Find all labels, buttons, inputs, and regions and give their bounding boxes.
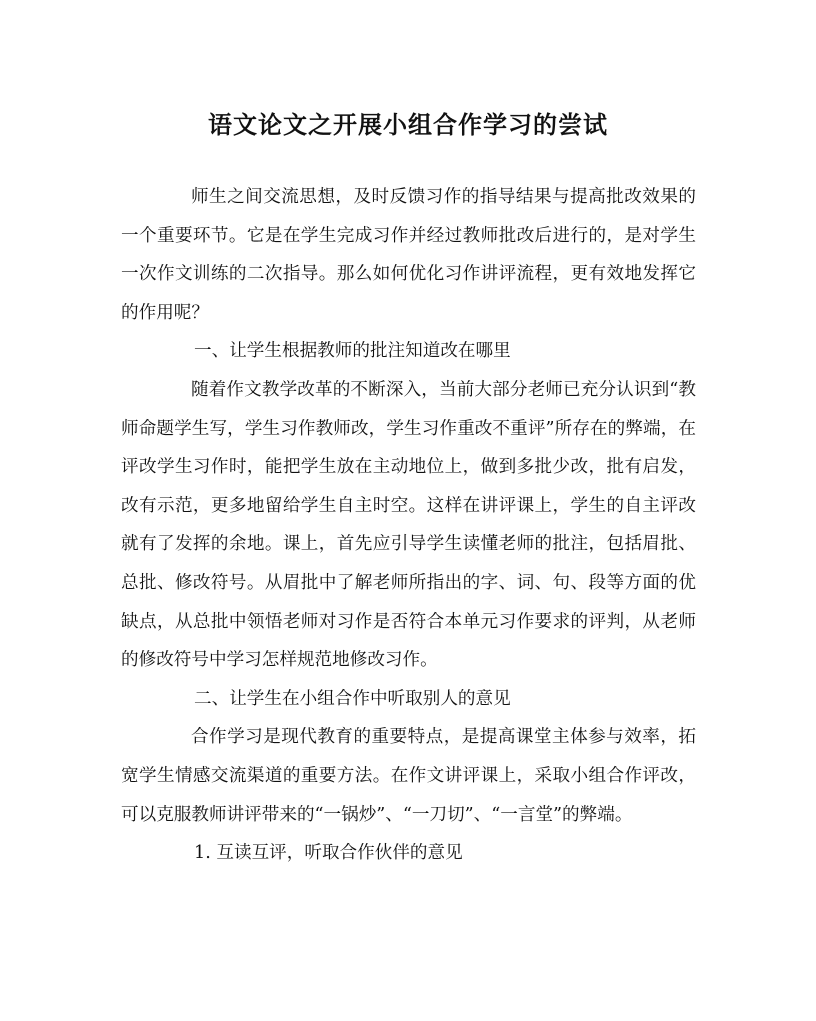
intro-paragraph: 师生之间交流思想，及时反馈习作的指导结果与提高批改效果的一个重要环节。它是在学生完成习作并经过教师批改后进行的，是对学生一次作文训练的二次指导。那么如何优化习作讲评流程，更有效地发挥它的作用呢？	[121, 187, 696, 323]
document-title: 语文论文之开展小组合作学习的尝试	[208, 110, 608, 139]
section-heading-1: 一、让学生根据教师的批注知道改在哪里	[194, 341, 511, 362]
section-heading-2: 二、让学生在小组合作中听取别人的意见	[194, 688, 511, 709]
section-1-paragraph: 随着作文教学改革的不断深入，当前大部分老师已充分认识到“教师命题学生写，学生习作教师改，学生习作重改不重评”所存在的弊端，在评改学生习作时，能把学生放在主动地位上，做到多批少改，批有启发，改有示范，更多地留给学生自主时空。这样在讲评课上，学生的自主评改就有了发挥的余地。课上，首先应引导学生读懂老师的批注，包括眉批、总批、修改符号。从眉批中了解老师所指出的字、词、句、段等方面的优缺点，从总批中领悟老师对习作是否符合本单元习作要求的评判，从老师的修改符号中学习怎样规范地修改习作。	[121, 379, 696, 671]
document-body	[121, 178, 696, 873]
subsection-heading-1: 1. 互读互评，听取合作伙伴的意见	[194, 843, 463, 864]
section-2-paragraph: 合作学习是现代教育的重要特点，是提高课堂主体参与效率，拓宽学生情感交流渠道的重要方法。在作文讲评课上，采取小组合作评改，可以克服教师讲评带来的“一锅炒”、“一刀切”、“一言堂”的弊端。	[121, 727, 696, 825]
